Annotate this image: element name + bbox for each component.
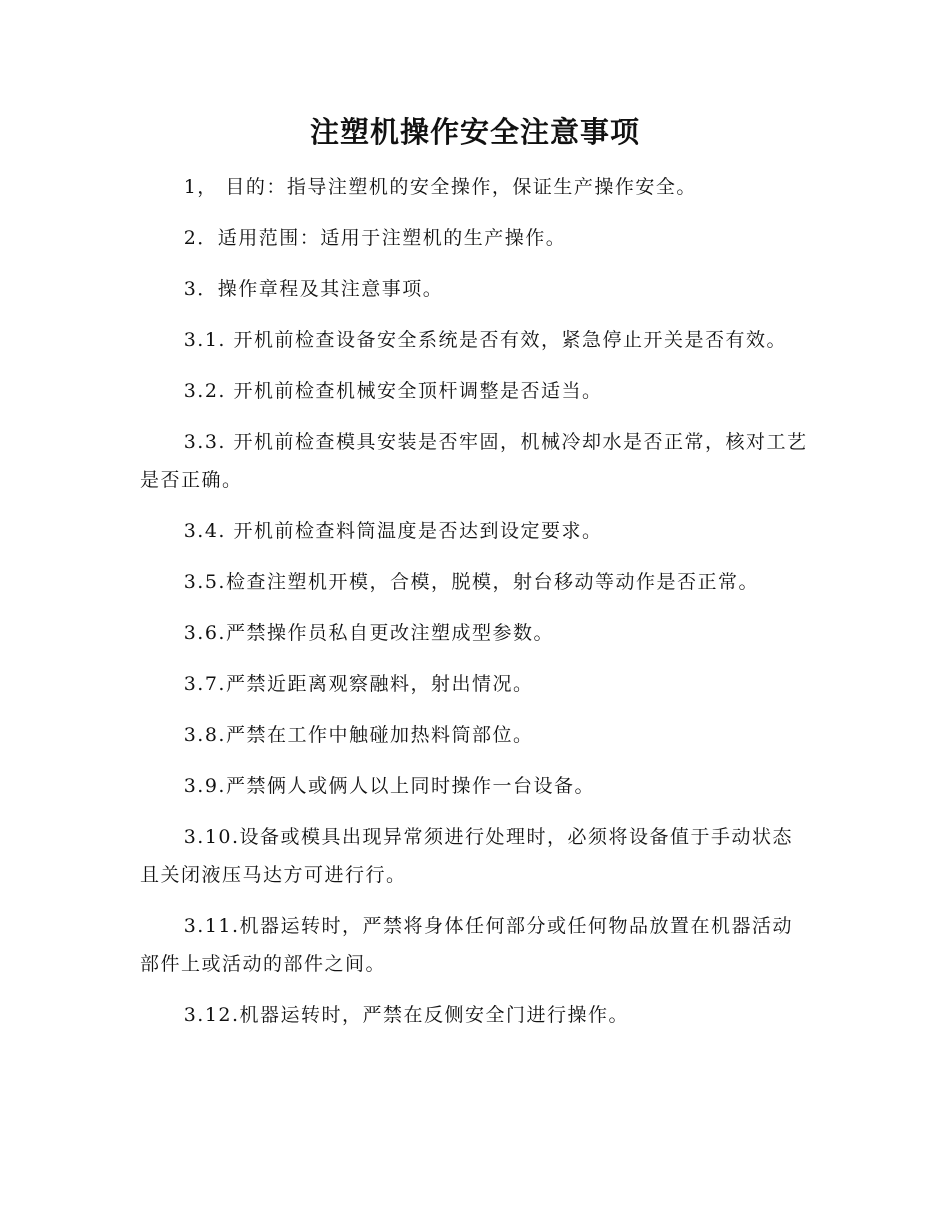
paragraph-3-4: 3.4. 开机前检查料筒温度是否达到设定要求。 bbox=[183, 520, 603, 542]
paragraph-3-11: 3.11.机器运转时，严禁将身体任何部分或任何物品放置在机器活动部件上或活动的部件之间。 bbox=[140, 915, 794, 975]
paragraph-3-9: 3.9.严禁俩人或俩人以上同时操作一台设备。 bbox=[183, 775, 595, 797]
paragraph-3-12: 3.12.机器运转时，严禁在反侧安全门进行操作。 bbox=[183, 1004, 630, 1026]
paragraph-3-5: 3.5.检查注塑机开模，合模，脱模，射台移动等动作是否正常。 bbox=[183, 571, 759, 593]
paragraph-3-6: 3.6.严禁操作员私自更改注塑成型参数。 bbox=[183, 622, 554, 644]
paragraph-3-7: 3.7.严禁近距离观察融料，射出情况。 bbox=[183, 673, 534, 695]
paragraph-3-3: 3.3. 开机前检查模具安装是否牢固，机械冷却水是否正常，核对工艺是否正确。 bbox=[140, 431, 808, 491]
document-title: 注塑机操作安全注意事项 bbox=[309, 115, 640, 149]
paragraph-procedures: 3．操作章程及其注意事项。 bbox=[183, 278, 444, 300]
paragraph-purpose: 1， 目的：指导注塑机的安全操作，保证生产操作安全。 bbox=[183, 176, 697, 198]
paragraph-3-1: 3.1. 开机前检查设备安全系统是否有效，紧急停止开关是否有效。 bbox=[183, 329, 787, 351]
paragraph-3-8: 3.8.严禁在工作中触碰加热料筒部位。 bbox=[183, 724, 534, 746]
paragraph-scope: 2．适用范围：适用于注塑机的生产操作。 bbox=[183, 227, 567, 249]
paragraph-3-10: 3.10.设备或模具出现异常须进行处理时，必须将设备值于手动状态且关闭液压马达方可进行行。 bbox=[140, 826, 794, 886]
paragraph-3-2: 3.2. 开机前检查机械安全顶杆调整是否适当。 bbox=[183, 380, 603, 402]
document-body bbox=[140, 168, 810, 1047]
